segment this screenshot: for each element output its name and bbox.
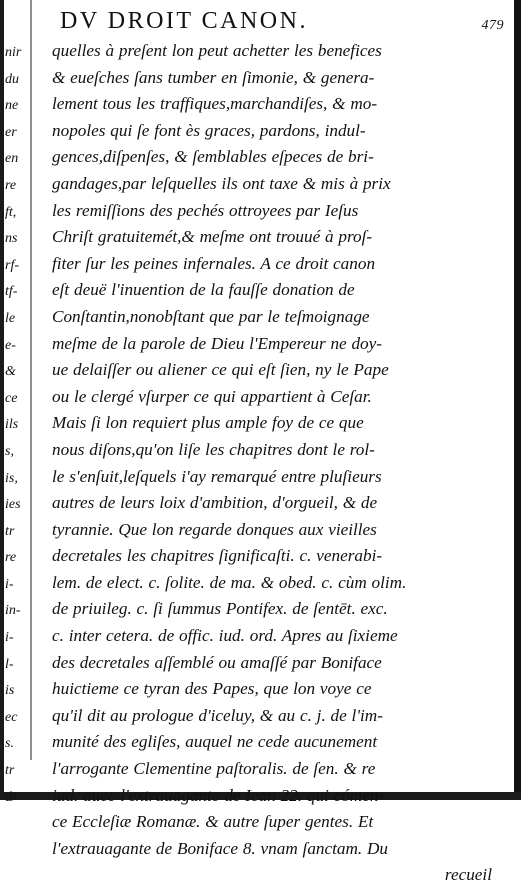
text-line: ou le clergé vſurper ce qui appartient à Ceſar. (52, 386, 372, 406)
bleed-fragment: & (5, 364, 16, 380)
page-header (60, 8, 504, 40)
bleed-fragment: tf- (5, 284, 18, 300)
text-line: le s'enſuit,leſquels i'ay remarqué entre pluſieurs (52, 466, 382, 486)
bleed-fragment: ies (5, 497, 21, 513)
text-line: & eueſches ſans tumber en ſimonie, & genera- (52, 67, 375, 87)
bleed-fragment: is, (5, 470, 18, 486)
text-line: Conſtantin,nonobſtant que par le teſmoignage (52, 306, 370, 326)
text-line: qu'il dit au prologue d'iceluy, & au c. j. de l'im- (52, 705, 383, 725)
text-line: ce Eccleſiæ Romanæ. & autre ſuper gentes. Et (52, 812, 374, 832)
bleed-fragment: i- (5, 576, 14, 592)
bleed-fragment: du (5, 71, 19, 87)
bleed-fragment: in- (5, 603, 21, 619)
bleed-fragment: is (5, 683, 15, 699)
running-head: DV DROIT CANON. (60, 8, 308, 34)
bleed-fragment: tr (5, 523, 15, 539)
text-line: tyrannie. Que lon regarde donques aux vieilles (52, 519, 377, 539)
bleed-fragment: i- (5, 630, 14, 646)
text-line: huictieme ce tyran des Papes, que lon voye ce (52, 679, 372, 699)
body-text (52, 38, 492, 889)
text-line: meſme de la parole de Dieu l'Empereur ne doy- (52, 333, 382, 353)
bleed-fragment: s. (5, 736, 14, 752)
text-line: lem. de elect. c. ſolite. de ma. & obed. c. cùm olim. (52, 572, 407, 592)
bleed-fragment: tr (5, 763, 15, 779)
facing-page-bleed (5, 40, 29, 838)
scan-edge-left (0, 0, 4, 800)
bleed-fragment: d/ (5, 789, 16, 805)
scan-edge-right (514, 0, 521, 800)
text-line: nopoles qui ſe font ès graces, pardons, indul- (52, 120, 366, 140)
text-line: decretales les chapitres ſignificaſti. c. venerabi- (52, 546, 383, 566)
text-line: de priuileg. c. ſi ſummus Pontifex. de ſentēt. exc. (52, 599, 388, 619)
bleed-fragment: re (5, 177, 17, 193)
bleed-fragment: nir (5, 45, 22, 60)
bleed-fragment: l- (5, 656, 14, 672)
bleed-fragment (5, 811, 29, 838)
bleed-fragment: s, (5, 443, 14, 459)
catchword: recueil (444, 865, 492, 885)
text-line: fiter ſur les peines infernales. A ce droit canon (52, 253, 376, 273)
text-line: iud. auec l'extrauagante de Iean 22. qui cómen- (52, 785, 385, 805)
text-line: l'arrogante Clementine paſtoralis. de ſen. & re (52, 759, 376, 779)
text-line: eſt deuë l'inuention de la fauſſe donation de (52, 280, 355, 300)
text-line: nous diſons,qu'on liſe les chapitres dont le rol- (52, 439, 375, 459)
gutter-line (30, 0, 32, 760)
bleed-fragment: rf- (5, 257, 19, 273)
text-line: l'extrauagante de Boniface 8. vnam ſanctam. Du (52, 838, 389, 858)
text-line: quelles à preſent lon peut achetter les benefices (52, 41, 382, 60)
bleed-fragment: le (5, 310, 16, 326)
page-number: 479 (481, 18, 504, 33)
text-line: c. inter cetera. de offic. iud. ord. Apres au ſixieme (52, 626, 398, 646)
text-line: gences,diſpenſes, & ſemblables eſpeces de bri- (52, 147, 374, 167)
bleed-fragment: er (5, 124, 17, 140)
text-line: gandages,par leſquelles ils ont taxe & mis à prix (52, 173, 391, 193)
text-line: lement tous les traffiques,marchandiſes, & mo- (52, 94, 378, 114)
bleed-fragment: en (5, 151, 19, 167)
bleed-fragment: re (5, 550, 17, 566)
bleed-fragment: ne (5, 98, 19, 114)
text-line: Mais ſi lon requiert plus ample foy de ce que (52, 413, 364, 433)
text-line: Chriſt gratuitemét,& meſme ont trouué à proſ- (52, 227, 373, 247)
bleed-fragment: ils (5, 417, 19, 433)
bleed-fragment: e- (5, 337, 16, 353)
text-line: munité des egliſes, auquel ne cede aucunement (52, 732, 378, 752)
text-line: autres de leurs loix d'ambition, d'orgueil, & de (52, 493, 378, 513)
bleed-fragment: ce (5, 390, 18, 406)
bleed-fragment: ft, (5, 204, 17, 220)
text-line: ue delaiſſer ou aliener ce qui eſt ſien, ny le Pape (52, 360, 389, 380)
text-line: des decretales aſſemblé ou amaſſé par Boniface (52, 652, 382, 672)
bleed-fragment: ns (5, 231, 18, 247)
bleed-fragment: ec (5, 709, 18, 725)
text-line: les remiſſions des pechés ottroyees par Ieſus (52, 200, 359, 220)
